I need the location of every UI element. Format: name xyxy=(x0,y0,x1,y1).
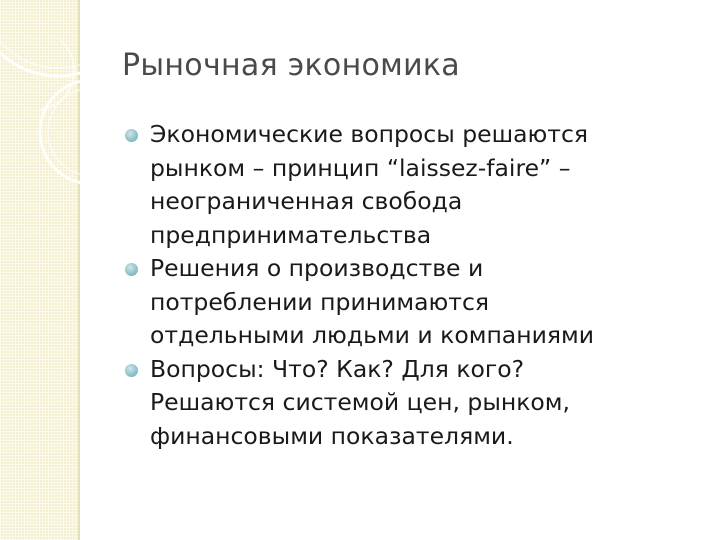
bullet-item xyxy=(122,118,692,252)
bullet-dot-icon xyxy=(125,129,138,142)
bullet-dot-icon xyxy=(125,263,138,276)
bullet-text-line: финансовыми показателями. xyxy=(150,421,514,450)
bullet-text-line: неограниченная свобода xyxy=(150,187,463,215)
bullet-text-line: Решения о производстве и xyxy=(150,254,484,282)
bullet-text-line: Решаются системой цен, рынком, xyxy=(150,388,571,416)
bullet-dot-icon xyxy=(125,364,138,377)
bullet-list xyxy=(122,118,692,453)
bullet-text-line: Вопросы: Что? Как? Для кого? xyxy=(150,354,525,383)
bullet-item xyxy=(122,353,692,454)
bullet-text-line: потреблении принимаются xyxy=(150,287,490,316)
bullet-text-line: рынком – принцип “laissez-faire” – xyxy=(150,153,571,182)
bullet-item xyxy=(122,252,692,353)
bullet-text-line: предпринимательства xyxy=(150,220,432,249)
bullet-text-line: отдельными людьми и компаниями xyxy=(150,321,594,349)
bullet-text-line: Экономические вопросы решаются xyxy=(150,120,589,148)
slide-title: Рыночная экономика xyxy=(122,48,460,83)
